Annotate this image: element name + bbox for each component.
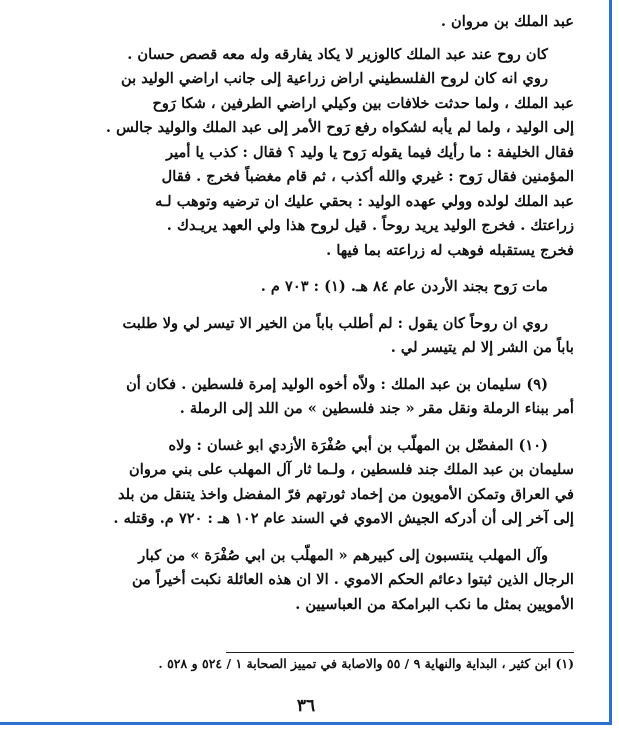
text-line: روي ان روحاً كان يقول : لم أطلب باباً من الخير الا تيسر لي ولا طلبت [122, 314, 548, 332]
text-line: سليمان بن عبد الملك جند فلسطين ، ولـما ثار آل المهلب على بني مروان [129, 461, 574, 478]
document-page [42, 2, 574, 724]
text-line: الرجال الذين ثبتوا دعائم الحكم الاموي . الا ان هذه العائلة نكبت أخيراً من [131, 571, 574, 588]
text-line: عبد الملك ، ولما حدثت خلافات بين وكيلي اراضي الطرفين ، شكا رَوح [152, 94, 574, 112]
text-line: فقال الخليفة : ما رأيك فيما يقوله رَوح يا وليد ؟ فقال : كذب يا أمير [166, 143, 574, 161]
footnote: (١) ابن كثير ، البداية والنهاية ٩ / ٥٥ والاصابة في تمييز الصحابة ١ / ٥٢٤ و ٥٢٨ . [158, 656, 574, 671]
text-line: في العراق وتمكن الأمويون من إخماد ثورتهم فرّ المفضل واخذ يتنقل من بلد [117, 485, 574, 503]
text-line: إلى آخر إلى أن أدركه الجيش الاموي في السند عام ١٠٢ هـ : ٧٢٠ م. وقتله . [113, 510, 574, 527]
entry-heading-line: (١٠) المفضّل بن المهلّب بن أبي صُفْرَة الأزدي ابو غسان : ولاه [168, 436, 548, 454]
text-line: روي انه كان لروح الفلسطيني اراض زراعية إلى جانب اراضي الوليد بن [121, 70, 548, 87]
text-line: عبد الملك لولده وولي عهده الوليد : بحقي عليك ان ترضيه وتوهب لـه [155, 192, 574, 210]
entry-heading-line: (٩) سليمان بن عبد الملك : ولاّه أخوه الوليد إمرة فلسطين . فكان أن [126, 375, 548, 393]
text-line: عبد الملك بن مروان . [440, 13, 574, 30]
page-number: ٣٦ [296, 696, 316, 716]
text-line: باباً من الشر إلا لم يتيسر لي . [390, 339, 574, 356]
text-line: وآل المهلب ينتسبون إلى كبيرهم « المهلّب بن ابي صُفْرَة » من كبار [138, 546, 548, 564]
text-line: مات رَوح بجند الأردن عام ٨٤ هـ. (١) : ٧٠٣ م . [260, 278, 548, 295]
text-line: المؤمنين فقال رَوح : غيري والله أكذب ، ثم قام مغضباً فخرج . فقال [161, 168, 574, 185]
text-line: الأمويين بمثل ما نكب البرامكة من العباسيين . [295, 595, 574, 613]
text-line: فخرج يستقبله فوهب له زراعته بما فيها . [326, 241, 574, 259]
text-line: كان روح عند عبد الملك كالوزير لا يكاد يفارقه وله معه قصص حسان . [127, 45, 548, 63]
footnote-divider [226, 652, 574, 653]
text-line: أمر ببناء الرملة ونقل مقر « جند فلسطين » من اللد إلى الرملة . [179, 400, 574, 417]
text-line: زراعتك . فخرج الوليد يريد روحاً . قيل لروح هذا ولي العهد يريـدك . [166, 217, 574, 234]
text-line: إلى الوليد ، ولما لم يأبه لشكواه رفع رَوح الأمر إلى عبد الملك والوليد جالس . [105, 119, 574, 136]
